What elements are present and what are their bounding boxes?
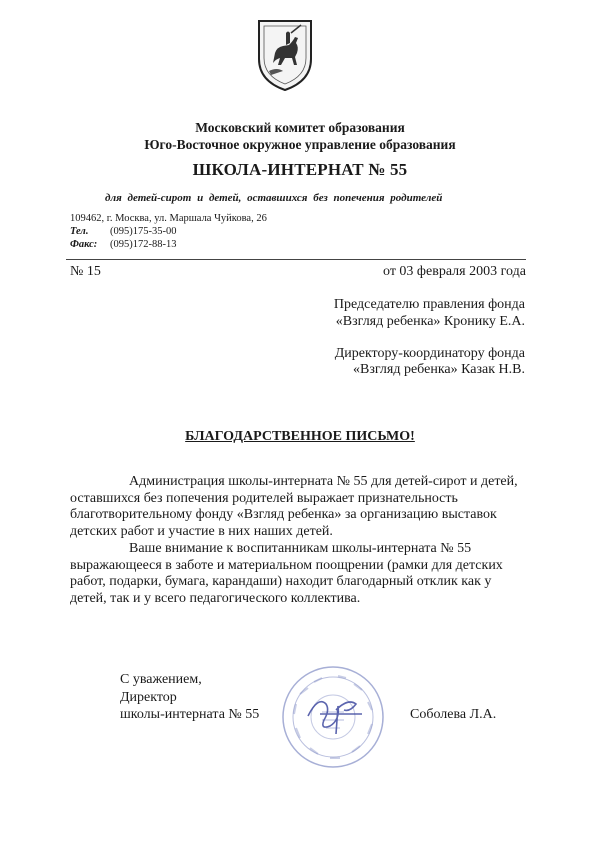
closing-title: Директор xyxy=(120,690,177,705)
recipient-1-line-1: Председателю правления фонда xyxy=(333,297,525,312)
phone-value: (095)175-35-00 xyxy=(110,226,177,237)
moscow-coat-of-arms-icon xyxy=(253,13,317,93)
document-date: от 03 февраля 2003 года xyxy=(383,264,526,279)
signatory-name: Соболева Л.А. xyxy=(410,707,497,722)
school-subtitle: для детей-сирот и детей, оставшихся без попечения родителей xyxy=(105,192,443,204)
phone-line xyxy=(70,226,177,237)
fax-line xyxy=(70,239,177,250)
recipient-2-line-2: «Взгляд ребенка» Казак Н.В. xyxy=(353,362,525,377)
handwritten-signature xyxy=(300,686,370,738)
body-paragraph-1: Администрация школы-интерната № 55 для детей-сирот и детей, оставшихся без попечения родителей выражает признательность благотворительному фонду «Взгляд ребенка» за организацию выставок детских работ и участие в них наших детей. xyxy=(70,474,518,539)
school-name: ШКОЛА-ИНТЕРНАТ № 55 xyxy=(192,160,408,179)
phone-label: Тел. xyxy=(70,226,89,237)
org-line-2: Юго-Восточное окружное управление образования xyxy=(144,137,456,152)
postal-address: 109462, г. Москва, ул. Маршала Чуйкова, 26 xyxy=(70,213,267,224)
closing-regards: С уважением, xyxy=(120,672,202,687)
body-paragraph-2: Ваше внимание к воспитанникам школы-интерната № 55 выражающееся в заботе и материальном поощрении (рамки для детских работ, подарки, бумага, карандаши) находит благодарный отклик как у детей, так и у всего педагогического коллектива. xyxy=(70,541,503,606)
letterhead-divider xyxy=(66,259,526,260)
fax-label: Факс: xyxy=(70,239,98,250)
recipient-2-line-1: Директору-координатору фонда xyxy=(334,346,525,361)
closing-school: школы-интерната № 55 xyxy=(120,707,260,722)
letter-heading: БЛАГОДАРСТВЕННОЕ ПИСЬМО! xyxy=(185,429,415,444)
org-line-1: Московский комитет образования xyxy=(195,120,405,135)
fax-value: (095)172-88-13 xyxy=(110,239,177,250)
document-number: № 15 xyxy=(70,264,101,279)
recipient-1-line-2: «Взгляд ребенка» Кронику Е.А. xyxy=(335,314,525,329)
